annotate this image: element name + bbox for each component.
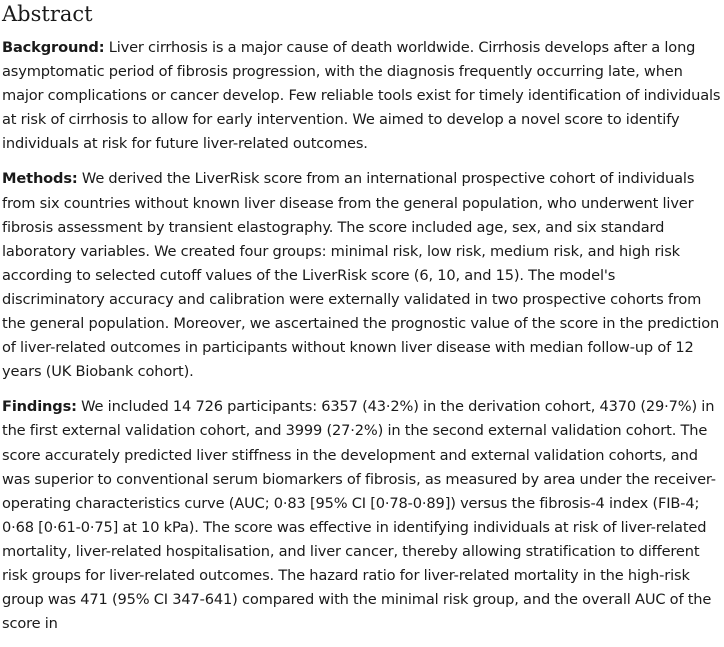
findings-paragraph bbox=[2, 395, 722, 636]
methods-label: Methods: bbox=[2, 170, 78, 188]
methods-text: We derived the LiverRisk score from an international prospective cohort of individuals from six countries without known liver disease from the general population, who underwent liver fibrosis assessment by transient elastography. The score included age, sex, and six standard laboratory variables. We created four groups: minimal risk, low risk, medium risk, and high risk according to selected cutoff values of the LiverRisk score (6, 10, and 15). The model's discriminatory accuracy and calibration were externally validated in two prospective cohorts from the general population. Moreover, we ascertained the prognostic value of the score in the prediction of liver-related outcomes in participants without known liver disease with median follow-up of 12 years (UK Biobank cohort). bbox=[2, 170, 720, 381]
abstract-title: Abstract bbox=[2, 2, 93, 26]
background-paragraph bbox=[2, 36, 722, 156]
findings-text: We included 14 726 participants: 6357 (43·2%) in the derivation cohort, 4370 (29·7%) in the first external validation cohort, and 3999 (27·2%) in the second external validation cohort. The score accurately predicted liver stiffness in the development and external validation cohorts, and was superior to conventional serum biomarkers of fibrosis, as measured by area under the receiver-operating characteristics curve (AUC; 0·83 [95% CI [0·78-0·89]) versus the fibrosis-4 index (FIB-4; 0·68 [0·61-0·75] at 10 kPa). The score was effective in identifying individuals at risk of liver-related mortality, liver-related hospitalisation, and liver cancer, thereby allowing stratification to different risk groups for liver-related outcomes. The hazard ratio for liver-related mortality in the high-risk group was 471 (95% CI 347-641) compared with the minimal risk group, and the overall AUC of the score in bbox=[2, 398, 716, 633]
findings-label: Findings: bbox=[2, 398, 77, 416]
background-text: Liver cirrhosis is a major cause of death worldwide. Cirrhosis develops after a long asymptomatic period of fibrosis progression, with the diagnosis frequently occurring late, when major complications or cancer develop. Few reliable tools exist for timely identification of individuals at risk of cirrhosis to allow for early intervention. We aimed to develop a novel score to identify individuals at risk for future liver-related outcomes. bbox=[2, 39, 721, 153]
abstract bbox=[2, 0, 722, 647]
background-label: Background: bbox=[2, 39, 105, 56]
methods-paragraph bbox=[2, 167, 722, 384]
